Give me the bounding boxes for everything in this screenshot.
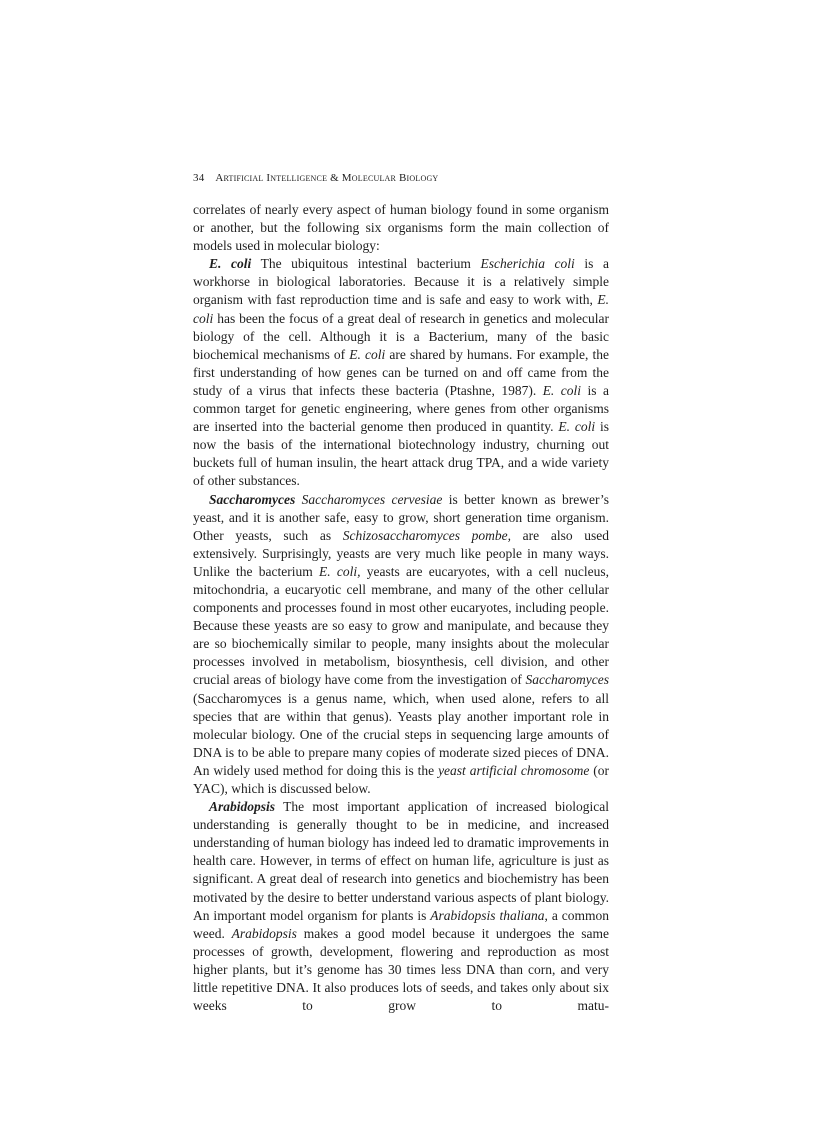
text-span: The ubiquitous intestinal bacterium — [251, 256, 481, 272]
italic-term: E. coli — [542, 382, 582, 398]
page-number: 34 — [193, 172, 205, 184]
paragraph-ecoli — [193, 255, 609, 490]
text-span: , a common weed. — [193, 907, 609, 941]
paragraph-arabidopsis — [193, 798, 609, 1015]
italic-term: E. coli — [193, 292, 609, 326]
text-span: are also used extensively. Surprisingly, yeasts are very much like people in many ways. Unlike the bacterium — [193, 527, 609, 579]
text-span: makes a good model because it undergoes the same processes of growth, development, flowering and reproduction as most higher plants, but it’s genome has 30 times less DNA than corn, and very little repetitive DNA. It also produces lots of seeds, and takes only about six weeks to grow to matu- — [193, 925, 609, 1014]
italic-term: Escherichia coli — [480, 256, 575, 272]
paragraph-intro: correlates of nearly every aspect of human biology found in some organism or another, but the following six organisms form the main collection of models used in molecular biology: — [193, 202, 609, 254]
italic-term: yeast artificial chromosome — [438, 762, 590, 778]
italic-term: E. coli — [349, 346, 386, 362]
italic-term: Saccharomyces cervesiae — [301, 491, 443, 507]
saccharomyces-heading: Saccharomyces — [209, 491, 296, 507]
arabidopsis-heading: Arabidopsis — [209, 799, 276, 815]
paragraph-saccharomyces — [193, 491, 609, 799]
text-span: has been the focus of a great deal of research in genetics and molecular biology of the cell. Although it is a Bacterium, many of the basic biochemical mechanisms of — [193, 310, 609, 362]
text-span: is now the basis of the international biotechnology industry, churning out buckets full of human insulin, the heart attack drug TPA, and a wide variety of other substances. — [193, 419, 610, 489]
text-span: are shared by humans. For example, the first understanding of how genes can be turned on and off came from the study of a virus that infects these bacteria (Ptashne, 1987). — [193, 346, 609, 398]
text-span: (Saccharomyces is a genus name, which, when used alone, refers to all species that are within that genus). Yeasts play another important role in molecular biology. One of the crucial steps in sequencing large amounts of DNA is to be able to prepare many copies of moderate sized pieces of DNA. An widely used method for doing this is the — [193, 690, 609, 778]
body-text — [193, 201, 609, 1015]
text-span: is better known as brewer’s yeast, and it is another safe, easy to grow, short generation time organism. Other yeasts, such as — [193, 491, 609, 543]
running-title: Artificial Intelligence & Molecular Biology — [215, 172, 439, 184]
text-span: is a workhorse in biological laboratories. Because it is a relatively simple organism with fast reproduction time and is safe and easy to work with, — [193, 256, 609, 308]
text-span: The most important application of increased biological understanding is generally thought to be in medicine, and increased understanding of human biology has indeed led to dramatic improvements in health care. However, in terms of effect on human life, agriculture is just as significant. A great deal of research into genetics and biochemistry has been motivated by the desire to better understand various aspects of plant biology. An important model organism for plants is — [193, 799, 609, 923]
ecoli-heading: E. coli — [209, 256, 252, 272]
running-head — [193, 171, 438, 185]
text-span: yeasts are eucaryotes, with a cell nucleus, mitochondria, a eucaryotic cell membrane, and many of the other cellular components and processes found in most other eucaryotes, including people. Because these yeasts are so easy to grow and manipulate, and because they are so biochemically similar to people, many insights about the molecular processes involved in metabolism, biosynthesis, cell division, and other crucial areas of biology have come from the investigation of — [193, 563, 610, 688]
text-span: (or YAC), which is discussed below. — [193, 762, 609, 796]
italic-term: Schizosaccharomyces pombe, — [342, 527, 512, 543]
italic-term: E. coli — [558, 419, 596, 435]
italic-term: E. coli, — [319, 563, 361, 579]
italic-term: Arabidopsis thaliana — [430, 907, 545, 923]
italic-term: Saccharomyces — [525, 672, 609, 688]
italic-term: Arabidopsis — [231, 925, 297, 941]
text-span: is a common target for genetic engineering, where genes from other organisms are inserted into the bacterial genome then produced in quantity. — [193, 382, 609, 435]
